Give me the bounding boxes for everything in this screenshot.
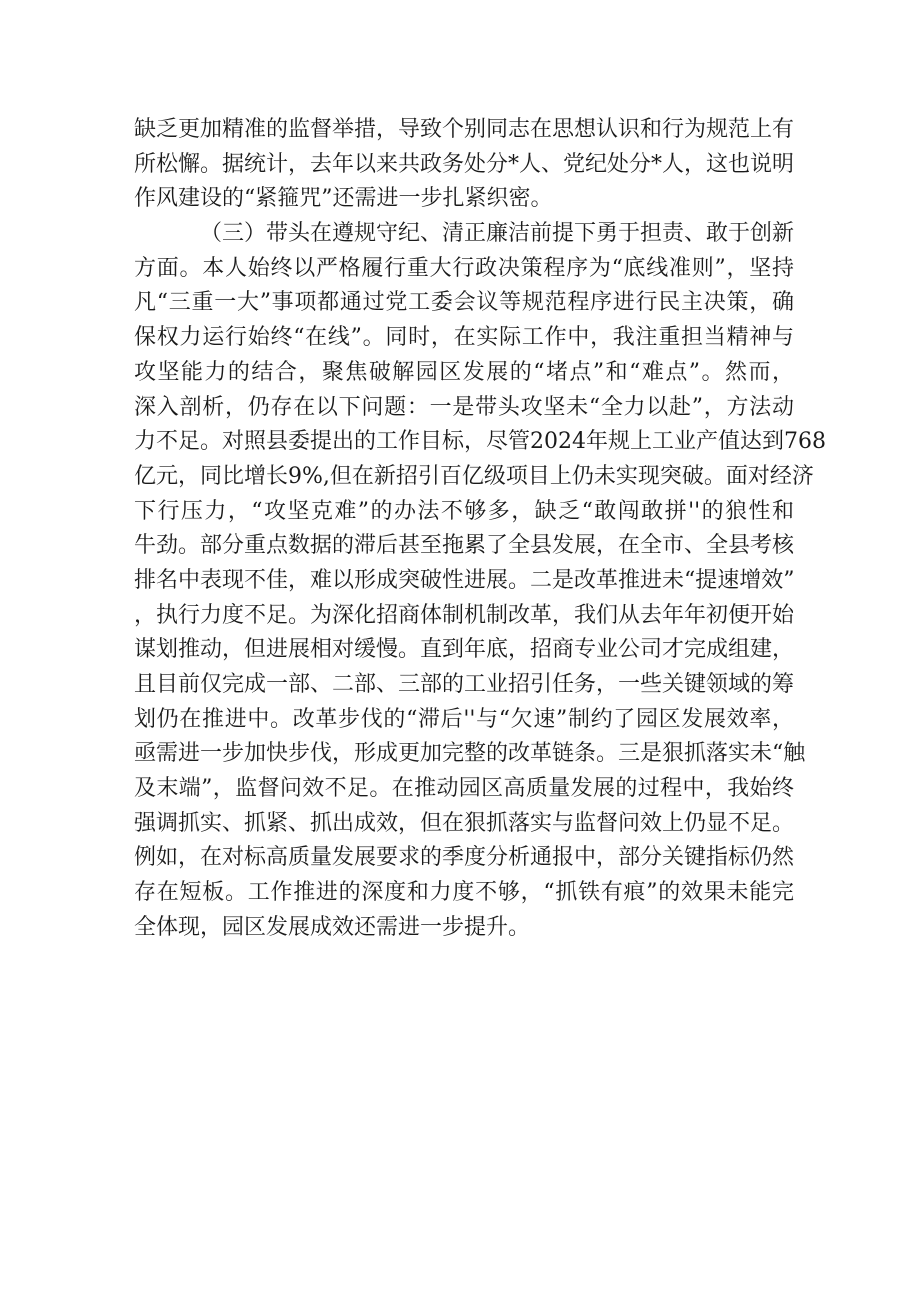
text-line: 例如，在对标高质量发展要求的季度分析通报中，部分关键指标仍然 bbox=[134, 845, 795, 871]
text-line: 保权力运行始终“在线”。同时，在实际工作中，我注重担当精神与 bbox=[134, 325, 794, 351]
text-line: 作风建设的“紧箍咒”还需进一步扎紧织密。 bbox=[134, 186, 553, 212]
text-line: 亟需进一步加快步伐，形成更加完整的改革链条。三是狠抓落实未“触 bbox=[134, 741, 806, 767]
text-line: 划仍在推进中。改革步伐的“滞后''与“欠速”制约了园区发展效率， bbox=[134, 706, 794, 732]
text-line: 亿元，同比增长9%,但在新招引百亿级项目上仍未实现突破。面对经济 bbox=[134, 463, 814, 489]
text-line: 且目前仅完成一部、二部、三部的工业招引任务，一些关键领域的筹 bbox=[134, 672, 795, 697]
text-line: 所松懈。据统计，去年以来共政务处分*人、党纪处分*人，这也说明 bbox=[134, 151, 795, 177]
text-line: 深入剖析，仍存在以下问题：一是带头攻坚未“全力以赴”，方法动 bbox=[134, 394, 794, 420]
text-line: 攻坚能力的结合，聚焦破解园区发展的“堵点”和“难点”。然而， bbox=[134, 359, 794, 385]
section-heading-line: （三）带头在遵规守纪、清正廉洁前提下勇于担责、敢于创新 bbox=[200, 221, 795, 247]
text-line: 力不足。对照县委提出的工作目标，尽管2024年规上工业产值达到768 bbox=[134, 429, 826, 455]
text-line: 排名中表现不佳，难以形成突破性进展。二是改革推进未“提速增效” bbox=[134, 567, 795, 593]
text-line: 谋划推动，但进展相对缓慢。直到年底，招商专业公司才完成组建， bbox=[134, 637, 795, 663]
text-line: 牛劲。部分重点数据的滞后甚至拖累了全县发展，在全市、全县考核 bbox=[134, 533, 795, 559]
text-line: 全体现，园区发展成效还需进一步提升。 bbox=[134, 914, 531, 940]
text-line: ，执行力度不足。为深化招商体制机制改革，我们从去年年初便开始 bbox=[134, 602, 795, 628]
text-line: 方面。本人始终以严格履行重大行政决策程序为“底线准则”，坚持 bbox=[134, 255, 794, 281]
body-text bbox=[134, 113, 826, 946]
text-line: 下行压力，“攻坚克难”的办法不够多，缺乏“敢闯敢拼''的狼性和 bbox=[134, 498, 794, 524]
text-line: 及末端”，监督问效不足。在推动园区高质量发展的过程中，我始终 bbox=[134, 776, 794, 802]
text-line: 凡“三重一大”事项都通过党工委会议等规范程序进行民主决策，确 bbox=[134, 290, 794, 316]
text-line: 缺乏更加精准的监督举措，导致个别同志在思想认识和行为规范上有 bbox=[134, 117, 795, 142]
text-line: 存在短板。工作推进的深度和力度不够，“抓铁有痕”的效果未能完 bbox=[134, 880, 794, 906]
text-line: 强调抓实、抓紧、抓出成效，但在狠抓落实与监督问效上仍显不足。 bbox=[134, 810, 795, 836]
